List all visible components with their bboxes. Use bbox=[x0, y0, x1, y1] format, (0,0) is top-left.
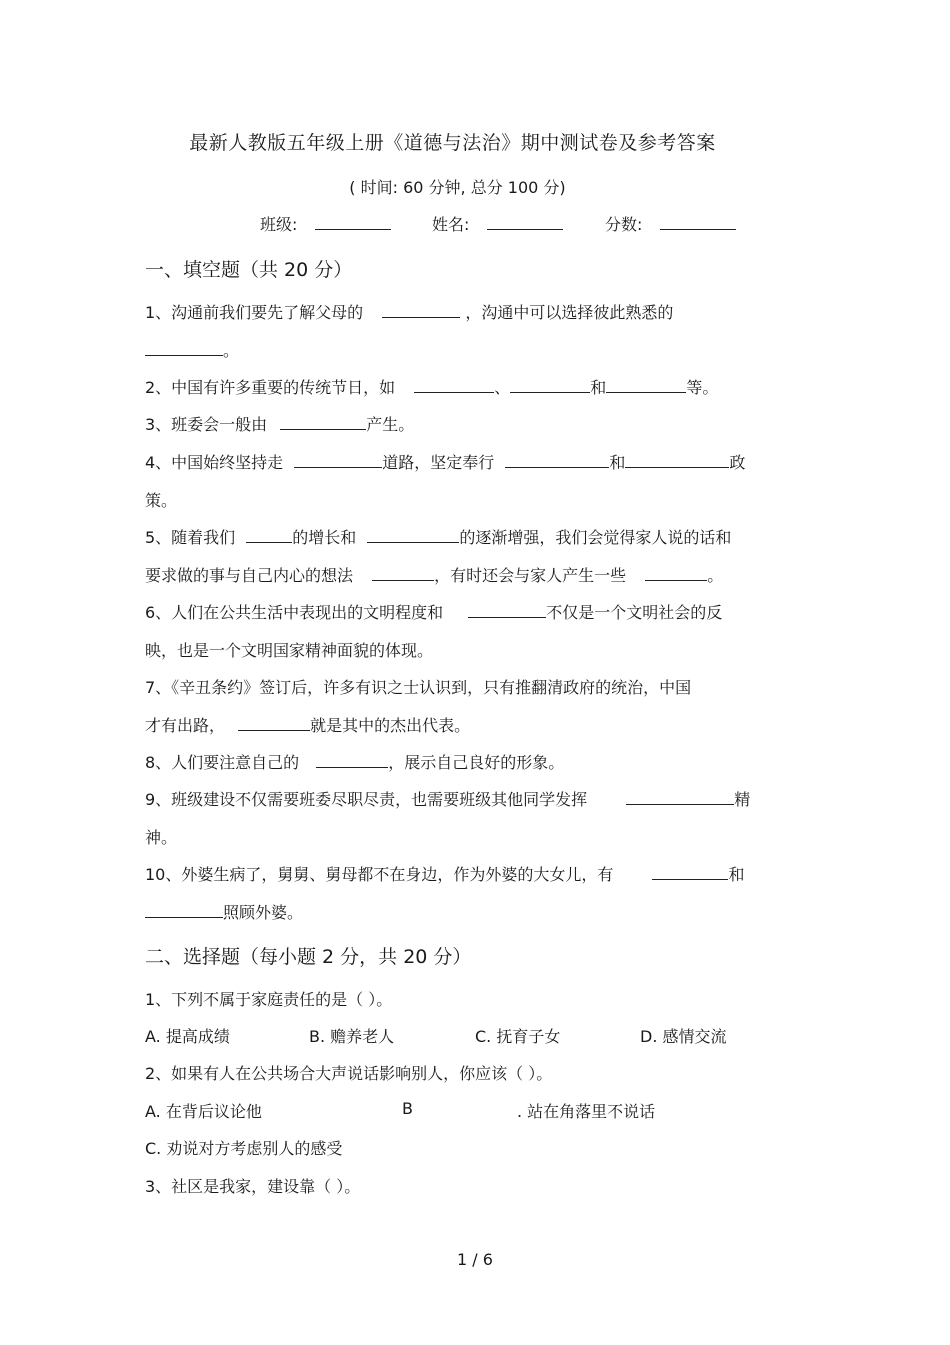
question-4-line-1 bbox=[145, 450, 745, 473]
q5-blank-1 bbox=[246, 528, 292, 543]
score-label: 分数: bbox=[605, 215, 643, 234]
q2-blank-1 bbox=[414, 378, 494, 393]
question-7-line-1: 7、《辛丑条约》签订后，许多有识之士认识到，只有推翻清政府的统治，中国 bbox=[145, 678, 692, 697]
mc-q1-option-c: C. 抚育子女 bbox=[475, 1027, 561, 1046]
q4-text-b: 道路，坚定奉行 bbox=[382, 453, 495, 472]
name-label: 姓名: bbox=[432, 215, 470, 234]
question-2 bbox=[145, 375, 718, 398]
q5-text-b: 的增长和 bbox=[292, 528, 357, 547]
q3-blank bbox=[280, 415, 366, 430]
q3-text-a: 3、班委会一般由 bbox=[145, 415, 268, 434]
q8-blank bbox=[316, 753, 388, 768]
question-10-line-1 bbox=[145, 862, 744, 885]
q10-text-a: 10、外婆生病了，舅舅、舅母都不在身边，作为外婆的大女儿，有 bbox=[145, 865, 614, 884]
exam-info-line: ( 时间: 60 分钟, 总分 100 分) bbox=[349, 178, 566, 197]
question-5-line-1 bbox=[145, 525, 731, 548]
q4-text-a: 4、中国始终坚持走 bbox=[145, 453, 284, 472]
q6-text-a: 6、人们在公共生活中表现出的文明程度和 bbox=[145, 603, 444, 622]
question-9-line-1 bbox=[145, 787, 750, 810]
mc-q2-option-b-letter: B bbox=[402, 1099, 413, 1118]
q9-text-b: 精 bbox=[734, 790, 751, 809]
mc-q1-option-d: D. 感情交流 bbox=[640, 1027, 727, 1046]
q7-blank bbox=[238, 716, 310, 731]
q5-blank-3 bbox=[372, 566, 434, 581]
q2-blank-3 bbox=[606, 378, 686, 393]
q10-blank-2 bbox=[145, 903, 223, 918]
q5-text-e: ，有时还会与家人产生一些 bbox=[434, 566, 627, 585]
q1-blank-2 bbox=[145, 341, 223, 356]
q5-blank-2 bbox=[367, 528, 459, 543]
mc-q1-option-a: A. 提高成绩 bbox=[145, 1027, 230, 1046]
q8-text-a: 8、人们要注意自己的 bbox=[145, 753, 300, 772]
q10-text-b: 和 bbox=[728, 865, 745, 884]
q9-text-a: 9、班级建设不仅需要班委尽职尽责，也需要班级其他同学发挥 bbox=[145, 790, 588, 809]
question-6-line-1 bbox=[145, 600, 722, 623]
mc-q1-option-b: B. 赡养老人 bbox=[309, 1027, 395, 1046]
q5-text-f: 。 bbox=[707, 566, 724, 585]
question-6-line-2: 映，也是一个文明国家精神面貌的体现。 bbox=[145, 641, 434, 660]
question-1-line-1 bbox=[145, 300, 673, 323]
page-number: 1 / 6 bbox=[457, 1250, 493, 1269]
question-5-line-2 bbox=[145, 563, 723, 586]
question-1-line-2 bbox=[145, 338, 239, 361]
mc-question-1: 1、下列不属于家庭责任的是（ ）。 bbox=[145, 990, 393, 1009]
mc-q2-option-c: C. 劝说对方考虑别人的感受 bbox=[145, 1139, 343, 1158]
name-field bbox=[432, 212, 563, 235]
q1-text-b: ，沟通中可以选择彼此熟悉的 bbox=[465, 303, 674, 322]
q8-text-b: ，展示自己良好的形象。 bbox=[388, 753, 565, 772]
q3-text-b: 产生。 bbox=[366, 415, 415, 434]
mc-question-3: 3、社区是我家，建设靠（ ）。 bbox=[145, 1177, 361, 1196]
q4-text-c: 和 bbox=[609, 453, 626, 472]
question-10-line-2 bbox=[145, 900, 303, 923]
page-title: 最新人教版五年级上册《道德与法治》期中测试卷及参考答案 bbox=[189, 132, 716, 154]
class-blank bbox=[315, 215, 391, 230]
q1-text-c: 。 bbox=[223, 341, 240, 360]
question-3 bbox=[145, 412, 414, 435]
mc-question-2: 2、如果有人在公共场合大声说话影响别人，你应该（ ）。 bbox=[145, 1064, 553, 1083]
q5-blank-4 bbox=[645, 566, 707, 581]
q9-blank bbox=[626, 790, 734, 805]
score-field bbox=[605, 212, 736, 235]
q4-blank-1 bbox=[294, 453, 382, 468]
question-8 bbox=[145, 750, 564, 773]
question-9-line-2: 神。 bbox=[145, 828, 178, 847]
class-field bbox=[260, 212, 391, 235]
section-heading-multiple-choice: 二、选择题（每小题 2 分，共 20 分） bbox=[145, 946, 472, 968]
q2-text-d: 等。 bbox=[686, 378, 719, 397]
q7-text-b: 才有出路， bbox=[145, 716, 226, 735]
q2-blank-2 bbox=[510, 378, 590, 393]
q10-blank-1 bbox=[652, 865, 728, 880]
name-blank bbox=[487, 215, 563, 230]
q1-text-a: 1、沟通前我们要先了解父母的 bbox=[145, 303, 364, 322]
q5-text-d: 要求做的事与自己内心的想法 bbox=[145, 566, 354, 585]
section-heading-fill-blank: 一、填空题（共 20 分） bbox=[145, 259, 353, 281]
q10-text-c: 照顾外婆。 bbox=[223, 903, 304, 922]
score-blank bbox=[660, 215, 736, 230]
mc-q2-option-a: A. 在背后议论他 bbox=[145, 1102, 262, 1121]
q4-blank-3 bbox=[625, 453, 729, 468]
q7-text-c: 就是其中的杰出代表。 bbox=[310, 716, 471, 735]
q2-text-c: 和 bbox=[590, 378, 607, 397]
question-7-line-2 bbox=[145, 713, 470, 736]
q4-text-d: 政 bbox=[729, 453, 746, 472]
q6-blank bbox=[468, 603, 546, 618]
q5-text-a: 5、随着我们 bbox=[145, 528, 236, 547]
q2-text-b: 、 bbox=[494, 378, 511, 397]
q2-text-a: 2、中国有许多重要的传统节日，如 bbox=[145, 378, 396, 397]
q4-blank-2 bbox=[505, 453, 609, 468]
question-4-line-2: 策。 bbox=[145, 491, 178, 510]
mc-q2-option-b-text: . 站在角落里不说话 bbox=[517, 1102, 656, 1121]
q1-blank-1 bbox=[382, 303, 460, 318]
q6-text-b: 不仅是一个文明社会的反 bbox=[546, 603, 723, 622]
q5-text-c: 的逐渐增强，我们会觉得家人说的话和 bbox=[459, 528, 732, 547]
class-label: 班级: bbox=[260, 215, 298, 234]
